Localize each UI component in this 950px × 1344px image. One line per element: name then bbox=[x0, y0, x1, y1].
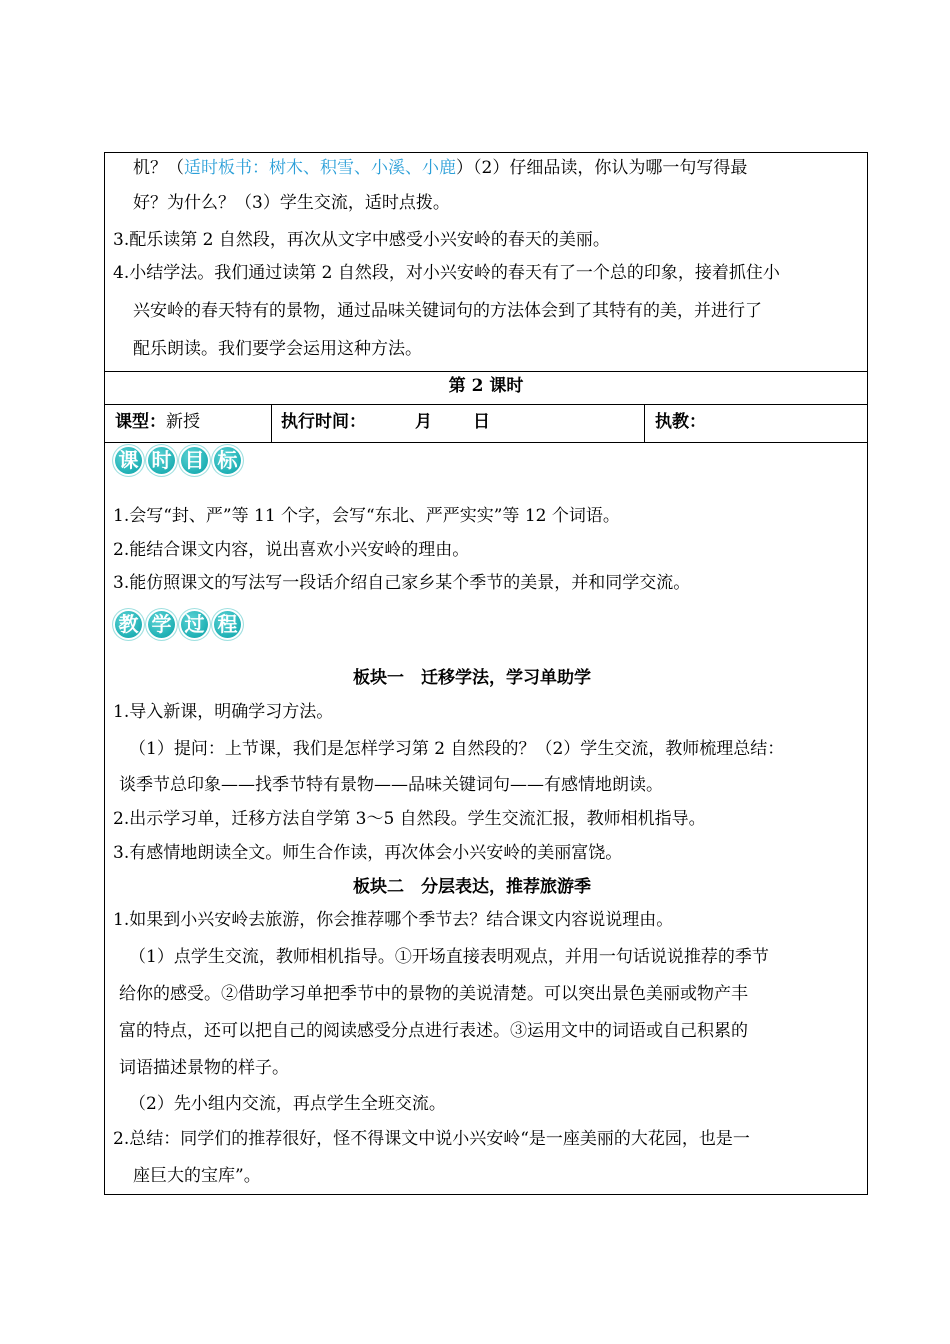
badge-char: 程 bbox=[212, 609, 243, 640]
lesson-title: 第 2 课时 bbox=[448, 376, 524, 396]
type-field bbox=[115, 410, 200, 434]
text-line: 1.导入新课，明确学习方法。 bbox=[113, 702, 334, 722]
divider bbox=[271, 405, 272, 442]
text-line: 词语描述景物的样子。 bbox=[119, 1058, 289, 1078]
day-label: 日 bbox=[473, 412, 490, 432]
text-line: （1）点学生交流，教师相机指导。①开场直接表明观点，并用一句话说说推荐的季节 bbox=[129, 947, 769, 967]
divider bbox=[644, 405, 645, 442]
badge-char: 教 bbox=[113, 609, 144, 640]
lesson-plan-table bbox=[104, 152, 868, 1195]
type-label: 课型： bbox=[115, 412, 166, 432]
text-line: （2）先小组内交流，再点学生全班交流。 bbox=[129, 1094, 446, 1114]
text-line: 4.小结学法。我们通过读第 2 自然段，对小兴安岭的春天有了一个总的印象，接着抓住小 bbox=[113, 263, 780, 283]
text-line: 谈季节总印象——找季节特有景物——品味关键词句——有感情地朗读。 bbox=[119, 775, 663, 795]
text-line: 给你的感受。②借助学习单把季节中的景物的美说清楚。可以突出景色美丽或物产丰 bbox=[119, 984, 748, 1004]
divider bbox=[105, 442, 867, 443]
text-line: 3.配乐读第 2 自然段，再次从文字中感受小兴安岭的春天的美丽。 bbox=[113, 230, 610, 250]
text-line: 好？为什么？（3）学生交流，适时点拨。 bbox=[133, 193, 450, 213]
text-line: 兴安岭的春天特有的景物，通过品味关键词句的方法体会到了其特有的美，并进行了 bbox=[133, 301, 762, 321]
board-note-text: 适时板书：树木、积雪、小溪、小鹿 bbox=[184, 158, 456, 178]
text-line: 配乐朗读。我们要学会运用这种方法。 bbox=[133, 339, 422, 359]
badge-char: 过 bbox=[179, 609, 210, 640]
block2-title: 板块二 分层表达，推荐旅游季 bbox=[353, 877, 591, 897]
text-line: 富的特点，还可以把自己的阅读感受分点进行表述。③运用文中的词语或自己积累的 bbox=[119, 1021, 748, 1041]
text-line: 3.有感情地朗读全文。师生合作读，再次体会小兴安岭的美丽富饶。 bbox=[113, 843, 623, 863]
badge-char: 标 bbox=[212, 445, 243, 476]
divider bbox=[105, 371, 867, 372]
text-line: 1.如果到小兴安岭去旅游，你会推荐哪个季节去？结合课文内容说说理由。 bbox=[113, 910, 674, 930]
text-segment: 机？（ bbox=[133, 158, 184, 178]
info-row bbox=[105, 405, 867, 442]
text-segment: ）（2）仔细品读，你认为哪一句写得最 bbox=[456, 158, 748, 178]
text-line: （1）提问：上节课，我们是怎样学习第 2 自然段的？（2）学生交流，教师梳理总结： bbox=[129, 739, 785, 759]
text-line: 座巨大的宝库”。 bbox=[133, 1166, 261, 1186]
process-badge bbox=[113, 609, 243, 640]
type-value: 新授 bbox=[166, 412, 200, 432]
text-line: 2.出示学习单，迁移方法自学第 3～5 自然段。学生交流汇报，教师相机指导。 bbox=[113, 809, 706, 829]
teacher-label: 执教： bbox=[655, 412, 706, 432]
objective-item: 2.能结合课文内容，说出喜欢小兴安岭的理由。 bbox=[113, 540, 470, 560]
badge-char: 学 bbox=[146, 609, 177, 640]
objective-item: 3.能仿照课文的写法写一段话介绍自己家乡某个季节的美景，并和同学交流。 bbox=[113, 573, 691, 593]
badge-char: 目 bbox=[179, 445, 210, 476]
objective-item: 1.会写“封、严”等 11 个字，会写“东北、严严实实”等 12 个词语。 bbox=[113, 506, 620, 526]
badge-char: 时 bbox=[146, 445, 177, 476]
objectives-badge bbox=[113, 445, 243, 476]
month-label: 月 bbox=[415, 412, 432, 432]
time-label: 执行时间： bbox=[281, 412, 366, 432]
text-line: 2.总结：同学们的推荐很好，怪不得课文中说小兴安岭“是一座美丽的大花园，也是一 bbox=[113, 1129, 750, 1149]
badge-char: 课 bbox=[113, 445, 144, 476]
text-line bbox=[133, 156, 747, 180]
block1-title: 板块一 迁移学法，学习单助学 bbox=[353, 668, 591, 688]
